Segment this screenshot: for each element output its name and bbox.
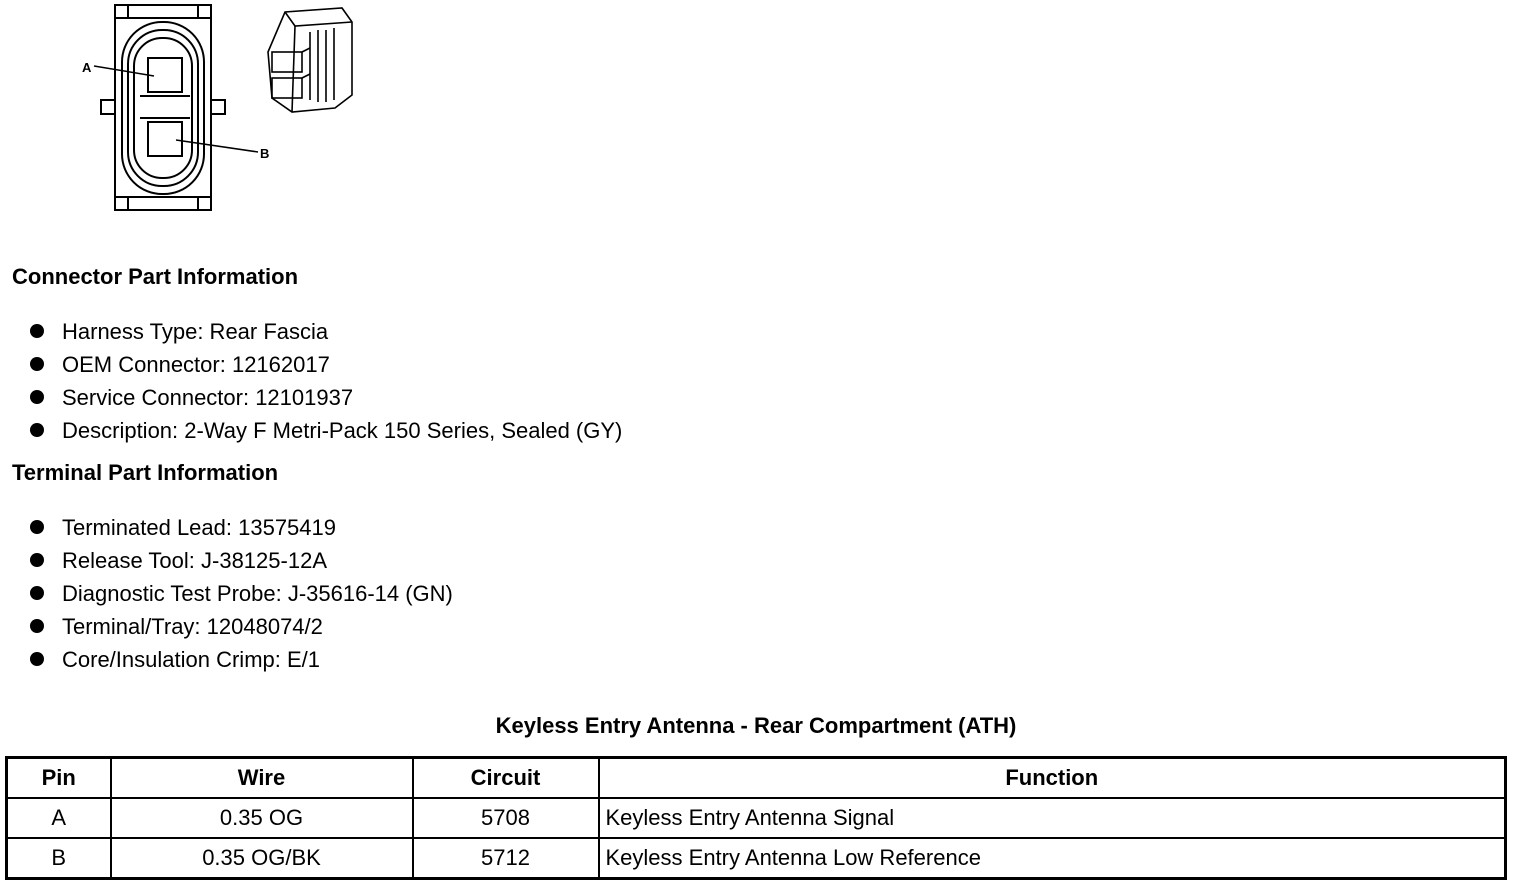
table-row bbox=[7, 798, 1506, 838]
bullet-icon bbox=[30, 357, 44, 371]
bullet-icon bbox=[30, 423, 44, 437]
bullet-icon bbox=[30, 520, 44, 534]
connector-housing bbox=[115, 5, 211, 210]
table-header-row bbox=[7, 758, 1506, 799]
list-item: Description: 2-Way F Metri-Pack 150 Series, Sealed (GY) bbox=[28, 414, 622, 447]
pin-cell: B bbox=[7, 838, 111, 879]
circuit-cell: 5708 bbox=[413, 798, 599, 838]
pin-b-label: B bbox=[260, 146, 270, 161]
lock-tab-left bbox=[101, 100, 115, 114]
list-item: Service Connector: 12101937 bbox=[28, 381, 622, 414]
function-cell: Keyless Entry Antenna Signal bbox=[599, 798, 1506, 838]
bullet-icon bbox=[30, 652, 44, 666]
pin-cell: A bbox=[7, 798, 111, 838]
list-item: Core/Insulation Crimp: E/1 bbox=[28, 643, 453, 676]
connector-diagram bbox=[80, 0, 380, 215]
table-title: Keyless Entry Antenna - Rear Compartment (ATH) bbox=[495, 713, 1017, 738]
bullet-icon bbox=[30, 586, 44, 600]
table-row bbox=[7, 838, 1506, 879]
pin-b-cavity bbox=[148, 122, 182, 156]
lock-tab-right bbox=[211, 100, 225, 114]
bullet-icon bbox=[30, 324, 44, 338]
circuit-cell: 5712 bbox=[413, 838, 599, 879]
bullet-icon bbox=[30, 619, 44, 633]
column-header-pin: Pin bbox=[7, 758, 111, 799]
pinout-table bbox=[5, 756, 1507, 880]
bullet-icon bbox=[30, 390, 44, 404]
list-item: Diagnostic Test Probe: J-35616-14 (GN) bbox=[28, 577, 453, 610]
connector-section-heading: Connector Part Information bbox=[12, 264, 299, 289]
terminal-info-list bbox=[28, 511, 453, 676]
wire-cell: 0.35 OG/BK bbox=[111, 838, 413, 879]
pin-a-cavity bbox=[148, 58, 182, 92]
list-item: Terminated Lead: 13575419 bbox=[28, 511, 453, 544]
pin-a-label: A bbox=[82, 60, 92, 75]
terminal-section-heading: Terminal Part Information bbox=[12, 460, 279, 485]
connector-info-list bbox=[28, 315, 622, 447]
bullet-icon bbox=[30, 553, 44, 567]
connector-isometric-view bbox=[268, 8, 352, 112]
list-item: Harness Type: Rear Fascia bbox=[28, 315, 622, 348]
column-header-function: Function bbox=[599, 758, 1506, 799]
list-item: Release Tool: J-38125-12A bbox=[28, 544, 453, 577]
column-header-wire: Wire bbox=[111, 758, 413, 799]
function-cell: Keyless Entry Antenna Low Reference bbox=[599, 838, 1506, 879]
wire-cell: 0.35 OG bbox=[111, 798, 413, 838]
column-header-circuit: Circuit bbox=[413, 758, 599, 799]
list-item: OEM Connector: 12162017 bbox=[28, 348, 622, 381]
list-item: Terminal/Tray: 12048074/2 bbox=[28, 610, 453, 643]
